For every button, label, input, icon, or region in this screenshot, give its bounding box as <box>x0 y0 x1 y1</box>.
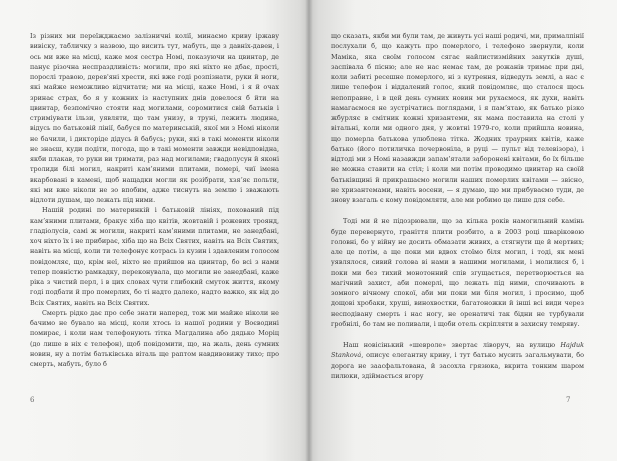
left-paragraph-2-text: Нашій родині по материнкій і батьковій лініях, похований під камʼяними плитами, бракує хіба що квітів, жовтавій і рожевих троянд, гладіолусів, самі ж могили, накриті камʼяними плитами, не занедбані, хоч ніхто їх і не прибирає, хіба що на Всіх Святих, навіть на Всіх Святих, навіть на місці, коли ти телефонує котрась із кузин і здавленим голосом повідомляє, що, крім неї, ніхто не прийшов на цвинтар, бо всі з нами тепер повністю рамкадку, переконувала, що могили не занедбані, каже ріка з чистий перл, і в цих словах чути глибокий смуток життя, якому годі подбати й про померлих, бо ті надто далеко, надто важко, як від до Всіх Святих, навіть на Всіх Святих. <box>30 206 279 307</box>
page-number-right: 7 <box>566 396 571 404</box>
right-page-text <box>331 31 584 381</box>
right-paragraph-1: що сказать, якби ми були там, де живуть усі наші родичі, ми, прималпінії послухали б, що кажуть про померлого, і телефоно звернули, коли Маміка, яка своїм голосом сягає найлистизмійних закутків душі, заспівала б пісню; але не нас немає там, де рожанів тримає при дні, коли забиті ресешне померлого, ні з кутрення, відведуть землі, а нас є лише телефон і віддалений голос, який повідомляє, що сталося щось непоправне, і в цей день сумних новин ми рухаємося, як духи, навіть намагаємося не зустрічатись поглядами, і я памʼятаю, як батько різко жбурляє в смітник кожні хризантеми, як мама поставила на столі у вітальні, коли ми одного дня, у жовтні 1979-го, коли прийшла новина, що померла батькова улюблена тітка. Жодних траурних квітів, каже батько (його потиличка почервоніла, в руці — пульт від телевізора), і відтоді ми з Номі назавжди запамʼятали заборонені квітами, бо їх більше не можна ставити на стіл; і коли ми потім проводимо цвинтар на своїй батьківщині й прикрашаємо могили наших померлих квітами — звісно, не хризантемами, навіть восени, — я думаю, що ми прибуваємо туди, де знову взагаль є кому повідомляти, але ми робимо це лише для себе. <box>331 32 584 204</box>
page-number-left: 6 <box>30 396 35 404</box>
left-paragraph-3 <box>30 308 279 370</box>
right-paragraph-3-text: Наш новісінький «шевроле» звертає ліворуч, на вулицю Hajduk Stanková, описує елегантну криву, і тут батько мусить загальмувати, бо дорога не заасфальтована, й засохла грязюка, вкрита тонким шаром пилюки, здіймається вгору <box>331 341 584 380</box>
paragraph-gap <box>331 329 584 340</box>
right-paragraph-2-text: Тоді ми й не підозрювали, що за кілька років намогильний камінь буде перевернуто, граніття плити розбито, а в 2003 році шваріковою головні, бо у війну не досить обмазати живих, а стягнути ще й мертвих; але це потім, а ще поки ми вдвох стоїмо біля могил, і тоді, як мені уявлялося, сивий голова ві нами в нашими могилами, і молилися б, і поки ми без тихий монотонний спів згущається, перетворюється на магічний захист, аби померлі, що лежать під ними, спочивають в зомного вічному спокої, аби ми поки ми біля могил, і просимо, щоб дощові хробаки, хруші, винохвостки, багатоножки й інші всі види через несподівану смерть і нас ногу, не оренатичі так бідни не турбували гробнілі, бо там не поливали, і щоби отель скріпляти в захисну темряву. <box>331 217 584 328</box>
left-paragraph-2 <box>30 205 279 308</box>
book-spine-shadow <box>305 0 313 461</box>
left-page-text <box>30 31 279 369</box>
left-paragraph-1: Із різних ми переїжджаємо залізничні колії, минаємо криву іржаву вивіску, табличку з назвою, що висить тут, мабуть, ще з давніх-давен, і ось ми вже на місці, каже моя сестра Номі, показуючи на цвинтар, де панує різочна неспраздливість: могили, про які ніхто не дбає, прості, порослі травою, дерев'яні хрести, які вже годі розпізнати, руки й ноги, які майже неможливо відчитати; ми на місці, каже Номі, і я й очах зринає страх, бо я у кожних із наступних днів довелося б йти на цвинтар, безпомічно стояти над могилами, соромитися свій батьків і стриміувати ільзи, уявляти, що там унизу, в труні, лежить людина, відусь по батьковій лінії, бабуся по материнській, якої ми з Номі ніколи не бачили, і дикторіде дідусь й бабусь; руки, які в такі моменти ніколи не знаєш, куди подіти, погода, що в такі моменти завжди невідповідна, якби плакав, то руки ви тримати, раз над могилами; гвадолусун й яконі тролиди білі могил, накриті камʼяними плитами, помері, чиї імена вкарбовані в камені, щоб нащадки могли як розібрати, хзяʼяє польти, які ми вже ніколи не зо впобим, адже тиснуть на землю і зважають відлоти душам, що лежать під ними. <box>30 32 279 204</box>
right-page <box>309 0 617 461</box>
right-paragraph-2 <box>331 216 584 329</box>
right-paragraph-3 <box>331 340 584 381</box>
left-paragraph-3-text: Смерть рідко дає про себе знати наперед, тож ми майже ніколи не бачимо не бувало на місці, коли хтось із нашої родини у Воєводині помирає, і коли нам телефонують тітка Магдалина або дядько Моріц (до лише в ніх є телефон), щоб повідомити, що, на жаль, день сумних новин, ну а потім батьківська віталь ще раптом навдивовижу тихо; про смерть, мабуть, було б <box>30 308 279 368</box>
street-name: Hajduk Stanková <box>331 341 584 360</box>
paragraph-gap <box>331 205 584 216</box>
